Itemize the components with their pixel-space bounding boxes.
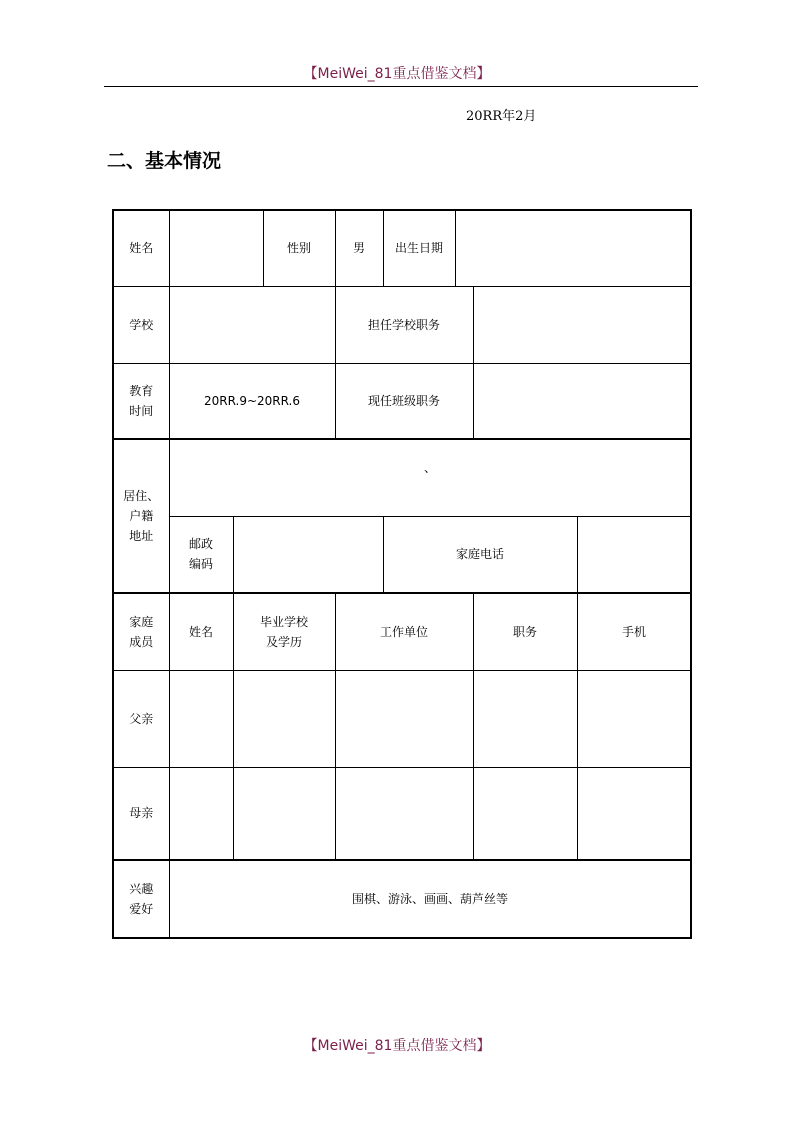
basic-info-table xyxy=(112,209,692,939)
mother-name-cell[interactable] xyxy=(169,767,233,860)
document-date: 20RR年2月 xyxy=(466,109,537,124)
class-post-value[interactable] xyxy=(473,363,691,439)
education-time-label: 教育 时间 xyxy=(113,363,169,439)
address-value[interactable]: 、 xyxy=(169,439,691,516)
school-label: 学校 xyxy=(113,286,169,363)
row-school xyxy=(113,286,691,363)
gender-label: 性别 xyxy=(263,210,335,286)
father-school-cell[interactable] xyxy=(233,670,335,767)
home-phone-label: 家庭电话 xyxy=(383,516,577,593)
row-family-header xyxy=(113,593,691,670)
school-value[interactable] xyxy=(169,286,335,363)
header-divider xyxy=(104,86,698,87)
gender-value[interactable]: 男 xyxy=(335,210,383,286)
education-time-value[interactable]: 20RR.9~20RR.6 xyxy=(169,363,335,439)
row-postcode xyxy=(113,516,691,593)
section-title: 二、基本情况 xyxy=(107,150,222,172)
row-hobby xyxy=(113,860,691,938)
col-header-work: 工作单位 xyxy=(335,593,473,670)
col-header-mobile: 手机 xyxy=(577,593,691,670)
mother-mobile-cell[interactable] xyxy=(577,767,691,860)
page-header: 【MeiWei_81重点借鉴文档】 xyxy=(303,66,491,82)
page-footer: 【MeiWei_81重点借鉴文档】 xyxy=(303,1038,491,1054)
birth-date-value[interactable] xyxy=(455,210,691,286)
hobby-label: 兴趣 爱好 xyxy=(113,860,169,938)
father-mobile-cell[interactable] xyxy=(577,670,691,767)
row-mother xyxy=(113,767,691,860)
row-name xyxy=(113,210,691,286)
home-phone-value[interactable] xyxy=(577,516,691,593)
row-father xyxy=(113,670,691,767)
row-address xyxy=(113,439,691,516)
father-label: 父亲 xyxy=(113,670,169,767)
col-header-name: 姓名 xyxy=(169,593,233,670)
father-post-cell[interactable] xyxy=(473,670,577,767)
school-post-value[interactable] xyxy=(473,286,691,363)
mother-label: 母亲 xyxy=(113,767,169,860)
col-header-post: 职务 xyxy=(473,593,577,670)
postcode-value[interactable] xyxy=(233,516,383,593)
birth-date-label: 出生日期 xyxy=(383,210,455,286)
father-name-cell[interactable] xyxy=(169,670,233,767)
name-label: 姓名 xyxy=(113,210,169,286)
class-post-label: 现任班级职务 xyxy=(335,363,473,439)
col-header-school: 毕业学校 及学历 xyxy=(233,593,335,670)
row-education-time xyxy=(113,363,691,439)
postcode-label: 邮政 编码 xyxy=(169,516,233,593)
mother-school-cell[interactable] xyxy=(233,767,335,860)
mother-post-cell[interactable] xyxy=(473,767,577,860)
father-work-cell[interactable] xyxy=(335,670,473,767)
family-members-label: 家庭 成员 xyxy=(113,593,169,670)
name-value[interactable] xyxy=(169,210,263,286)
address-label: 居住、 户籍 地址 xyxy=(113,439,169,593)
hobby-value[interactable]: 围棋、游泳、画画、葫芦丝等 xyxy=(169,860,691,938)
mother-work-cell[interactable] xyxy=(335,767,473,860)
school-post-label: 担任学校职务 xyxy=(335,286,473,363)
